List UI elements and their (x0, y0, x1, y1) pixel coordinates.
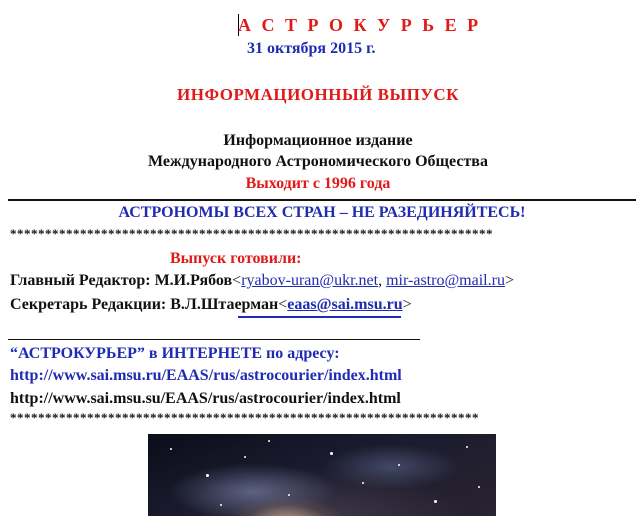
star-dot (288, 494, 290, 496)
gt-symbol: > (402, 296, 412, 313)
internet-heading: “АСТРОКУРЬЕР” в ИНТЕРНЕТЕ по адресу: (10, 345, 340, 362)
star-dot (398, 464, 400, 466)
since-year: Выходит с 1996 года (245, 175, 391, 192)
editor-label: Главный Редактор: М.И.Рябов (10, 272, 233, 289)
star-dot (206, 474, 209, 477)
middle-divider (8, 339, 420, 340)
lt-symbol: < (232, 272, 242, 289)
issue-date: 31 октября 2015 г. (247, 40, 376, 57)
star-dot (478, 486, 480, 488)
star-dot (244, 456, 246, 458)
secretary-email-link[interactable]: eaas@sai.msu.ru (287, 296, 403, 313)
star-dot (220, 504, 222, 506)
secretary-label: Секретарь Редакции: В.Л.Штаерман (10, 296, 279, 313)
star-dot (330, 452, 333, 455)
stars-divider-2: ******************************************************************* (10, 410, 479, 425)
editor-line (10, 272, 514, 290)
slogan: АСТРОНОМЫ ВСЕХ СТРАН – НЕ РАЗЕДИНЯЙТЕСЬ! (118, 204, 526, 221)
star-dot (362, 482, 364, 484)
email-underline (238, 316, 401, 318)
galaxy-image (148, 434, 496, 516)
website-url-1[interactable]: http://www.sai.msu.ru/EAAS/rus/astrocourier/index.html (10, 367, 402, 384)
star-dot (434, 500, 437, 503)
newsletter-title: А С Т Р О К У Р Ь Е Р (238, 15, 482, 35)
publication-line-2: Международного Астрономического Общества (148, 153, 488, 170)
website-url-2[interactable]: http://www.sai.msu.su/EAAS/rus/astrocourier/index.html (10, 390, 401, 407)
stars-divider-1: ********************************************************************* (10, 226, 493, 241)
gt-symbol: > (504, 272, 514, 289)
editor-email-link-1[interactable]: ryabov-uran@ukr.net (241, 272, 379, 289)
editor-email-link-2[interactable]: mir-astro@mail.ru (386, 272, 505, 289)
email-separator: , (378, 272, 387, 289)
credits-heading: Выпуск готовили: (170, 250, 302, 267)
issue-label: ИНФОРМАЦИОННЫЙ ВЫПУСК (177, 85, 459, 104)
secretary-line (10, 296, 412, 314)
lt-symbol: < (278, 296, 288, 313)
publication-line-1: Информационное издание (223, 132, 413, 149)
star-dot (170, 448, 172, 450)
star-dot (268, 440, 270, 442)
top-divider (8, 199, 636, 201)
star-dot (466, 446, 468, 448)
